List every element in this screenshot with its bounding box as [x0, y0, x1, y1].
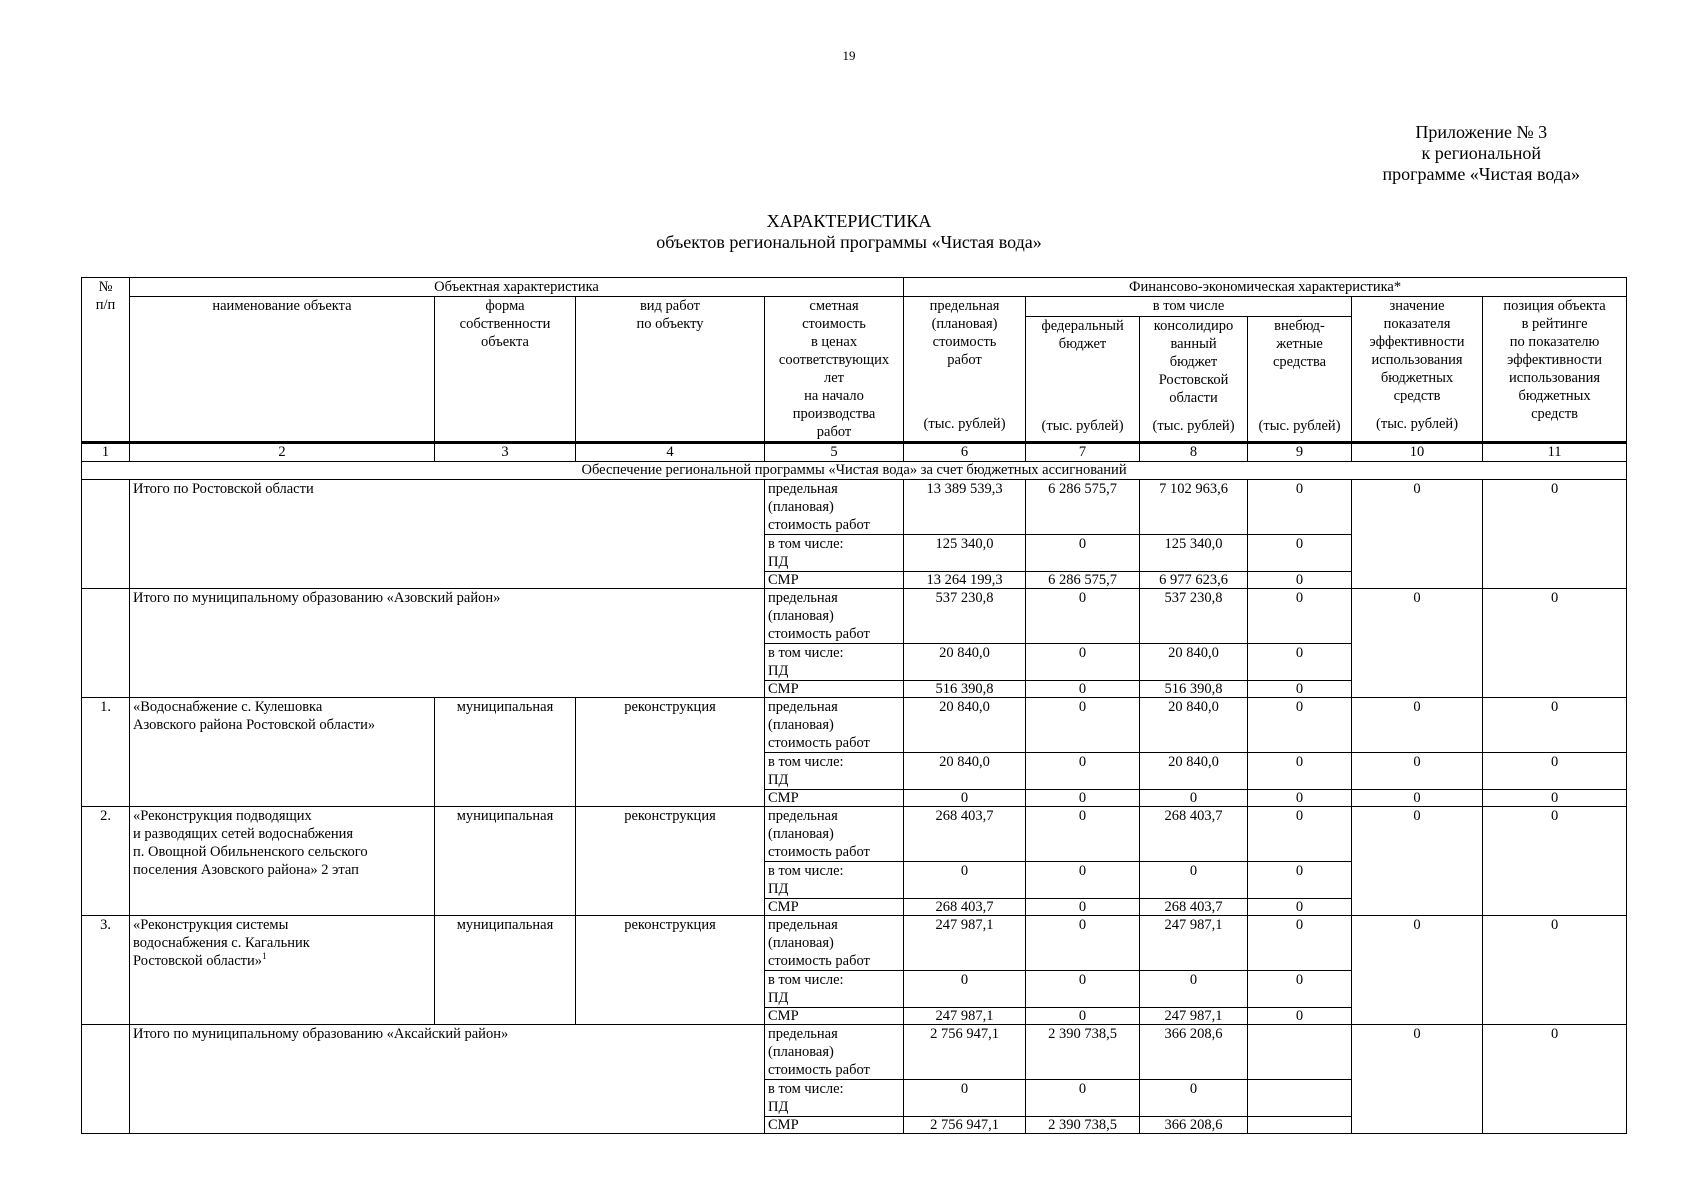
object-name-text: «Реконструкция подводящих и разводящих сетей водоснабжения п. Овощной Обильненского сельского поселения Азовского района» 2 этап: [133, 808, 368, 878]
value-cell: 0: [1140, 790, 1248, 807]
header-unit: (тыс. рублей): [923, 416, 1006, 432]
object-name: Итого по Ростовской области: [130, 480, 765, 589]
value-cell: 0: [1248, 589, 1352, 644]
cost-label: предельная (плановая) стоимость работ: [765, 698, 904, 753]
row-number: [82, 480, 130, 589]
value-cell: 0: [1248, 753, 1352, 790]
value-cell: 2 390 738,5: [1026, 1025, 1140, 1080]
objects-table: [81, 277, 1627, 1134]
col-number: 3: [435, 443, 576, 462]
value-cell: 0: [1026, 862, 1140, 899]
value-cell: 0: [1140, 971, 1248, 1008]
value-cell: 0: [904, 971, 1026, 1008]
object-name-text: «Реконструкция системы водоснабжения с. Кагальник Ростовской области»: [133, 917, 310, 969]
cost-label: в том числе: ПД: [765, 644, 904, 681]
value-cell: 0: [1026, 1080, 1140, 1117]
appendix-line: программе «Чистая вода»: [1382, 164, 1580, 184]
header-federal-label: федеральный бюджет: [1041, 317, 1124, 352]
ownership-form: муниципальная: [435, 916, 576, 1025]
header-consolidated-label: консолидиро ванный бюджет Ростовской области: [1153, 317, 1234, 406]
value-cell: 20 840,0: [904, 698, 1026, 753]
object-name: [130, 916, 435, 1025]
header-efficiency: [1352, 297, 1483, 443]
row-number: [82, 1025, 130, 1134]
value-cell: 0: [1026, 698, 1140, 753]
table-row: [82, 807, 1627, 862]
value-cell: [1248, 1117, 1352, 1134]
value-cell: 0: [1248, 1008, 1352, 1025]
value-cell: 0: [904, 1080, 1026, 1117]
value-cell: 516 390,8: [904, 681, 1026, 698]
header-work-type: вид работ по объекту: [576, 297, 765, 443]
efficiency-value: 0: [1352, 807, 1483, 916]
value-cell: 0: [1248, 480, 1352, 535]
work-type: реконструкция: [576, 698, 765, 807]
value-cell: 0: [1026, 916, 1140, 971]
value-cell: 0: [1248, 644, 1352, 681]
rating-position: 0: [1483, 480, 1627, 589]
document-title: [0, 211, 1698, 253]
value-cell: 0: [1026, 589, 1140, 644]
header-unit: (тыс. рублей): [1152, 417, 1235, 434]
work-type: реконструкция: [576, 807, 765, 916]
value-cell: 0: [1248, 790, 1352, 807]
cost-label: СМР: [765, 681, 904, 698]
value-cell: 0: [1248, 971, 1352, 1008]
value-cell: 0: [1248, 698, 1352, 753]
value-cell: 247 987,1: [904, 916, 1026, 971]
appendix-line: к региональной: [1421, 143, 1542, 163]
rating-position: 0: [1483, 589, 1627, 698]
appendix-line: Приложение № 3: [1415, 122, 1548, 142]
table-row: [82, 1025, 1627, 1080]
object-name: Итого по муниципальному образованию «Азовский район»: [130, 589, 765, 698]
section-title: Обеспечение региональной программы «Чистая вода» за счет бюджетных ассигнований: [82, 462, 1627, 480]
table-row: [82, 698, 1627, 753]
cost-label: предельная (плановая) стоимость работ: [765, 807, 904, 862]
value-cell: 0: [1248, 807, 1352, 862]
value-cell: 0: [1026, 644, 1140, 681]
header-consolidated: [1140, 316, 1248, 442]
col-number: 5: [765, 443, 904, 462]
ownership-form: муниципальная: [435, 698, 576, 807]
value-cell: 0: [1483, 698, 1627, 753]
value-cell: 0: [1140, 862, 1248, 899]
value-cell: 0: [1026, 535, 1140, 572]
cost-label: в том числе: ПД: [765, 753, 904, 790]
header-financial-characteristic: Финансово-экономическая характеристика*: [904, 278, 1627, 297]
header-extrabudget: [1248, 316, 1352, 442]
value-cell: 268 403,7: [1140, 899, 1248, 916]
header-rating: позиция объекта в рейтинге по показателю эффективности использования бюджетных средств: [1483, 297, 1627, 443]
value-cell: 0: [1352, 790, 1483, 807]
cost-label: предельная (плановая) стоимость работ: [765, 589, 904, 644]
value-cell: 0: [1248, 681, 1352, 698]
header-unit: (тыс. рублей): [1041, 417, 1124, 434]
value-cell: 0: [1248, 916, 1352, 971]
value-cell: 125 340,0: [1140, 535, 1248, 572]
value-cell: 516 390,8: [1140, 681, 1248, 698]
header-unit: (тыс. рублей): [1376, 416, 1459, 432]
cost-label: СМР: [765, 1117, 904, 1134]
col-number: 11: [1483, 443, 1627, 462]
header-efficiency-label: значение показателя эффективности использования бюджетных средств: [1369, 298, 1465, 404]
value-cell: 247 987,1: [1140, 916, 1248, 971]
col-number: 7: [1026, 443, 1140, 462]
title: ХАРАКТЕРИСТИКА: [766, 211, 932, 231]
value-cell: 13 264 199,3: [904, 572, 1026, 589]
cost-label: СМР: [765, 790, 904, 807]
cost-label: предельная (плановая) стоимость работ: [765, 480, 904, 535]
value-cell: 7 102 963,6: [1140, 480, 1248, 535]
section-row: [82, 462, 1627, 480]
value-cell: 6 977 623,6: [1140, 572, 1248, 589]
object-name: Итого по муниципальному образованию «Аксайский район»: [130, 1025, 765, 1134]
value-cell: 13 389 539,3: [904, 480, 1026, 535]
cost-label: предельная (плановая) стоимость работ: [765, 916, 904, 971]
cost-label: СМР: [765, 899, 904, 916]
efficiency-value: 0: [1352, 1025, 1483, 1134]
value-cell: 0: [904, 790, 1026, 807]
rating-position: 0: [1483, 1025, 1627, 1134]
table-row: [82, 589, 1627, 644]
value-cell: 268 403,7: [904, 807, 1026, 862]
value-cell: 6 286 575,7: [1026, 572, 1140, 589]
rating-position: 0: [1483, 807, 1627, 916]
value-cell: 0: [1248, 535, 1352, 572]
col-number: 9: [1248, 443, 1352, 462]
footnote-mark: 1: [262, 951, 267, 962]
value-cell: 20 840,0: [904, 644, 1026, 681]
appendix-note: [1383, 122, 1580, 185]
value-cell: 366 208,6: [1140, 1117, 1248, 1134]
value-cell: 0: [1026, 681, 1140, 698]
value-cell: 0: [1026, 899, 1140, 916]
value-cell: 537 230,8: [1140, 589, 1248, 644]
object-name: [130, 807, 435, 916]
value-cell: 0: [1248, 572, 1352, 589]
value-cell: 0: [1026, 971, 1140, 1008]
row-number: 3.: [82, 916, 130, 1025]
work-type: реконструкция: [576, 916, 765, 1025]
value-cell: 20 840,0: [904, 753, 1026, 790]
row-number: 2.: [82, 807, 130, 916]
value-cell: 125 340,0: [904, 535, 1026, 572]
header-row: [82, 297, 1627, 317]
page-number: 19: [842, 48, 856, 63]
subtitle: объектов региональной программы «Чистая вода»: [656, 232, 1042, 252]
col-number: 4: [576, 443, 765, 462]
value-cell: [1248, 1025, 1352, 1080]
header-num: № п/п: [82, 278, 130, 443]
header-extrabudget-label: внебюд- жетные средства: [1272, 317, 1327, 370]
value-cell: 0: [1483, 753, 1627, 790]
value-cell: 20 840,0: [1140, 644, 1248, 681]
value-cell: 0: [1140, 1080, 1248, 1117]
col-number: 2: [130, 443, 435, 462]
cost-label: в том числе: ПД: [765, 1080, 904, 1117]
value-cell: 0: [1026, 753, 1140, 790]
ownership-form: муниципальная: [435, 807, 576, 916]
header-limit-cost: [904, 297, 1026, 443]
cost-label: в том числе: ПД: [765, 862, 904, 899]
value-cell: 2 390 738,5: [1026, 1117, 1140, 1134]
header-including: в том числе: [1026, 297, 1352, 317]
header-name: наименование объекта: [130, 297, 435, 443]
efficiency-value: 0: [1352, 480, 1483, 589]
cost-label: СМР: [765, 1008, 904, 1025]
value-cell: 247 987,1: [904, 1008, 1026, 1025]
value-cell: 0: [1248, 862, 1352, 899]
rating-position: 0: [1483, 916, 1627, 1025]
cost-label: предельная (плановая) стоимость работ: [765, 1025, 904, 1080]
col-number: 10: [1352, 443, 1483, 462]
efficiency-value: 0: [1352, 916, 1483, 1025]
table-row: [82, 480, 1627, 535]
cost-label: СМР: [765, 572, 904, 589]
value-cell: 268 403,7: [904, 899, 1026, 916]
cost-label: в том числе: ПД: [765, 535, 904, 572]
value-cell: 247 987,1: [1140, 1008, 1248, 1025]
value-cell: 2 756 947,1: [904, 1117, 1026, 1134]
value-cell: 0: [1352, 753, 1483, 790]
value-cell: 537 230,8: [904, 589, 1026, 644]
column-numbers-row: [82, 443, 1627, 462]
table-row: [82, 916, 1627, 971]
value-cell: 0: [1352, 698, 1483, 753]
value-cell: 20 840,0: [1140, 698, 1248, 753]
header-estimated-cost: сметная стоимость в ценах соответствующих лет на начало производства работ: [765, 297, 904, 443]
efficiency-value: 0: [1352, 589, 1483, 698]
col-number: 6: [904, 443, 1026, 462]
value-cell: 0: [1026, 1008, 1140, 1025]
header-limit-cost-label: предельная (плановая) стоимость работ: [929, 298, 1000, 368]
value-cell: 268 403,7: [1140, 807, 1248, 862]
header-form: форма собственности объекта: [435, 297, 576, 443]
row-number: [82, 589, 130, 698]
value-cell: 0: [904, 862, 1026, 899]
header-unit: (тыс. рублей): [1258, 417, 1341, 434]
value-cell: 0: [1483, 790, 1627, 807]
object-name-text: «Водоснабжение с. Кулешовка Азовского района Ростовской области»: [133, 699, 376, 733]
value-cell: 366 208,6: [1140, 1025, 1248, 1080]
value-cell: 0: [1026, 807, 1140, 862]
cost-label: в том числе: ПД: [765, 971, 904, 1008]
object-name: [130, 698, 435, 807]
col-number: 1: [82, 443, 130, 462]
header-row: [82, 278, 1627, 297]
value-cell: 0: [1026, 790, 1140, 807]
col-number: 8: [1140, 443, 1248, 462]
value-cell: 2 756 947,1: [904, 1025, 1026, 1080]
header-federal: [1026, 316, 1140, 442]
value-cell: 0: [1248, 899, 1352, 916]
row-number: 1.: [82, 698, 130, 807]
value-cell: 6 286 575,7: [1026, 480, 1140, 535]
header-object-characteristic: Объектная характеристика: [130, 278, 904, 297]
value-cell: [1248, 1080, 1352, 1117]
value-cell: 20 840,0: [1140, 753, 1248, 790]
